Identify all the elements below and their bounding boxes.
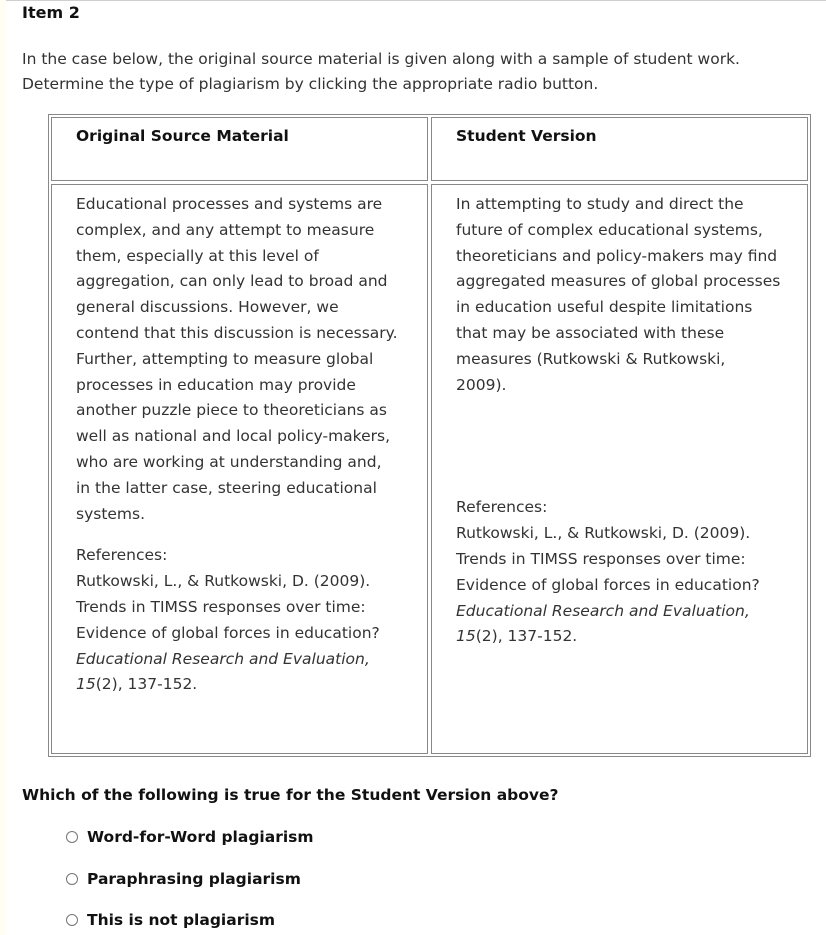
- student-reference-line: Evidence of global forces in education?: [456, 575, 760, 594]
- instructions-line-1: In the case below, the original source material is given along with a sample of student work.: [22, 50, 740, 68]
- student-line: 2009).: [456, 375, 507, 394]
- radio-button[interactable]: [66, 873, 78, 885]
- student-text: [456, 192, 796, 650]
- original-reference-pages: (2), 137-152.: [95, 675, 198, 694]
- original-line: Educational processes and systems are: [76, 195, 383, 213]
- student-body-cell: [431, 184, 808, 754]
- student-reference-line: Rutkowski, L., & Rutkowski, D. (2009).: [456, 524, 751, 543]
- radio-button[interactable]: [66, 831, 78, 843]
- original-line: in the latter case, steering educational: [76, 478, 377, 497]
- original-line: complex, and any attempt to measure: [76, 220, 375, 239]
- original-references-label: References:: [76, 546, 168, 565]
- radio-button[interactable]: [66, 914, 78, 926]
- option-label[interactable]: Paraphrasing plagiarism: [87, 870, 301, 888]
- original-line: contend that this discussion is necessary.: [76, 323, 398, 342]
- original-reference-line: Evidence of global forces in education?: [76, 623, 380, 642]
- student-line: measures (Rutkowski & Rutkowski,: [456, 349, 726, 368]
- original-header-cell: [51, 117, 428, 181]
- option-label[interactable]: This is not plagiarism: [87, 911, 276, 929]
- top-divider: [6, 0, 826, 1]
- student-reference-volume: 15: [456, 627, 476, 646]
- student-references-label: References:: [456, 498, 548, 517]
- original-reference-volume-line: [76, 672, 416, 698]
- student-reference-volume-line: [456, 624, 796, 650]
- item-title: Item 2: [22, 3, 80, 22]
- student-line: aggregated measures of global processes: [456, 272, 781, 291]
- student-reference-pages: (2), 137-152.: [475, 627, 578, 646]
- question-text: Which of the following is true for the Student Version above?: [22, 786, 559, 804]
- original-line: them, especially at this level of: [76, 246, 319, 265]
- option-word-for-word[interactable]: [66, 826, 314, 848]
- student-reference-journal: Educational Research and Evaluation,: [456, 601, 750, 620]
- original-header: Original Source Material: [76, 127, 289, 145]
- student-line: future of complex educational systems,: [456, 220, 763, 239]
- original-line: Further, attempting to measure global: [76, 349, 374, 368]
- original-reference-volume: 15: [76, 675, 96, 694]
- student-line: that may be associated with these: [456, 323, 725, 342]
- original-line: well as national and local policy-makers,: [76, 427, 391, 446]
- option-label[interactable]: Word-for-Word plagiarism: [87, 828, 314, 846]
- instructions: [22, 47, 812, 97]
- original-line: another puzzle piece to theoreticians as: [76, 401, 387, 420]
- student-line: in education useful despite limitations: [456, 298, 753, 317]
- original-line: aggregation, can only lead to broad and: [76, 272, 388, 291]
- page: [6, 0, 826, 935]
- original-reference-journal: Educational Research and Evaluation,: [76, 649, 370, 668]
- original-body-cell: [51, 184, 428, 754]
- student-reference-line: Trends in TIMSS responses over time:: [456, 549, 746, 568]
- student-line: In attempting to study and direct the: [456, 195, 744, 213]
- comparison-table: [48, 114, 811, 757]
- student-header-cell: [431, 117, 808, 181]
- original-text: [76, 192, 416, 698]
- original-line: general discussions. However, we: [76, 298, 339, 317]
- original-line: systems.: [76, 504, 146, 523]
- instructions-line-2: Determine the type of plagiarism by clicking the appropriate radio button.: [22, 75, 599, 93]
- original-line: processes in education may provide: [76, 375, 356, 394]
- option-not-plagiarism[interactable]: [66, 909, 275, 931]
- original-reference-line: Rutkowski, L., & Rutkowski, D. (2009).: [76, 572, 371, 591]
- option-paraphrasing[interactable]: [66, 868, 301, 890]
- original-reference-line: Trends in TIMSS responses over time:: [76, 597, 366, 616]
- original-line: who are working at understanding and,: [76, 452, 382, 471]
- student-header: Student Version: [456, 127, 597, 145]
- student-line: theoreticians and policy-makers may find: [456, 246, 778, 265]
